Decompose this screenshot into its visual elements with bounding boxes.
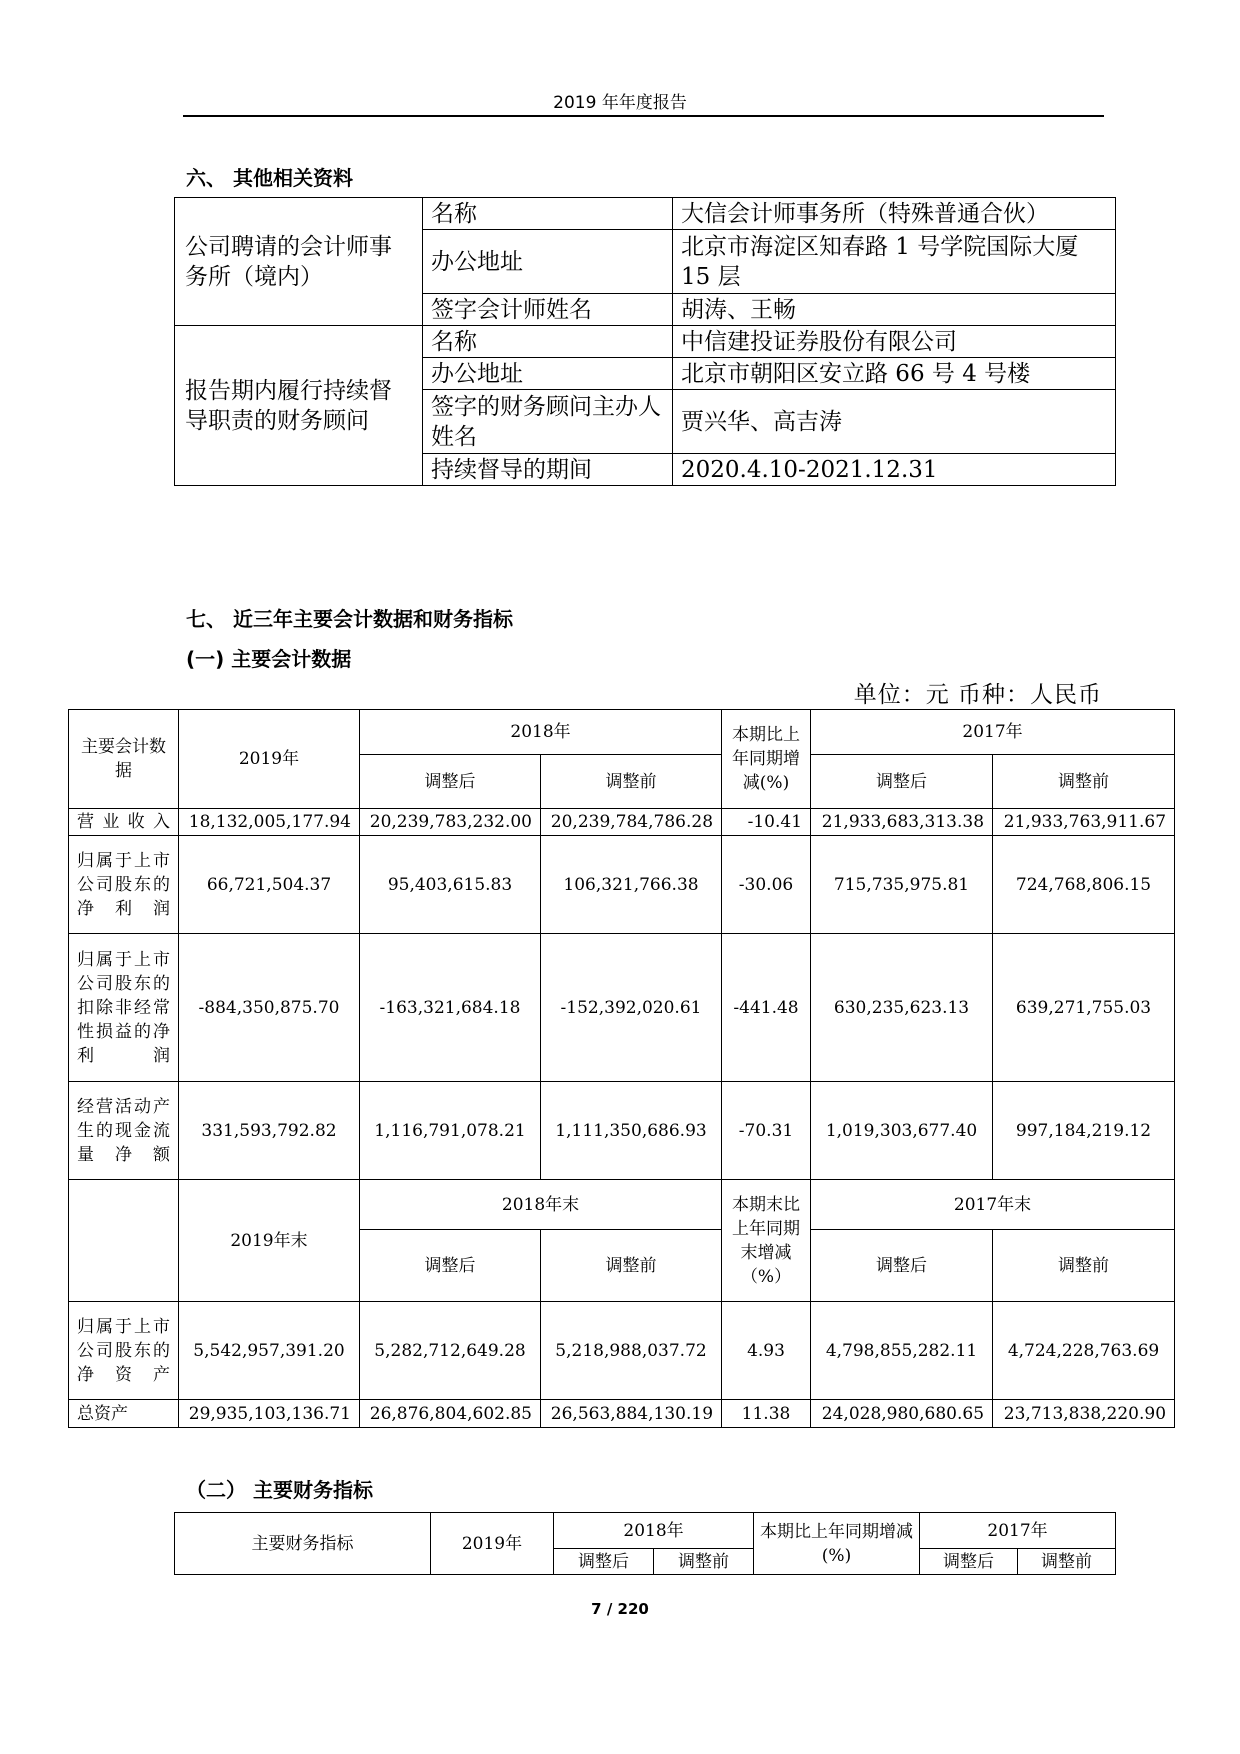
cell-value: 23,713,838,220.90 (993, 1400, 1175, 1428)
header-cell: 调整后 (360, 1230, 541, 1302)
section-7-title: 七、 近三年主要会计数据和财务指标 (186, 607, 513, 631)
header-cell: 2019年 (431, 1513, 554, 1575)
header-cell: 调整后 (554, 1549, 654, 1575)
table-row (69, 1400, 1175, 1428)
row-label: 归属于上市公司股东的扣除非经常性损益的净利润 (69, 934, 179, 1082)
cell-value: -70.31 (722, 1082, 811, 1180)
header-cell: 2019年 (179, 710, 360, 809)
cell-value: 4,724,228,763.69 (993, 1302, 1175, 1400)
header-cell: 本期末比上年同期末增减（%） (722, 1180, 811, 1302)
header-cell: 调整后 (811, 1230, 993, 1302)
row-key: 签字会计师姓名 (423, 294, 673, 326)
cell-value: 4.93 (722, 1302, 811, 1400)
cell-value: 21,933,683,313.38 (811, 809, 993, 836)
header-cell: 调整前 (541, 755, 722, 809)
cell-value: 5,282,712,649.28 (360, 1302, 541, 1400)
cell-value: 331,593,792.82 (179, 1082, 360, 1180)
cell-value: 4,798,855,282.11 (811, 1302, 993, 1400)
header-cell: 2017年 (811, 710, 1175, 755)
header-cell: 2019年末 (179, 1180, 360, 1302)
header-cell: 本期比上年同期增减(%) (754, 1513, 920, 1575)
cell-value: 11.38 (722, 1400, 811, 1428)
table-row (175, 326, 1116, 358)
subsection-2-title: （二） 主要财务指标 (186, 1478, 373, 1502)
table-row (69, 1302, 1175, 1400)
section-6-title: 六、 其他相关资料 (186, 166, 353, 190)
cell-value: 20,239,783,232.00 (360, 809, 541, 836)
table-row (69, 809, 1175, 836)
other-info-table (174, 197, 1116, 486)
group-label: 公司聘请的会计师事务所（境内） (175, 198, 423, 326)
cell-value: 715,735,975.81 (811, 836, 993, 934)
cell-value: 29,935,103,136.71 (179, 1400, 360, 1428)
cell-value: 18,132,005,177.94 (179, 809, 360, 836)
header-cell: 本期比上年同期增减(%) (722, 710, 811, 809)
unit-line: 单位：元 币种：人民币 (853, 682, 1102, 708)
cell-value: 20,239,784,786.28 (541, 809, 722, 836)
row-value: 2020.4.10-2021.12.31 (673, 454, 1116, 486)
row-value: 北京市海淀区知春路 1 号学院国际大厦 15 层 (673, 230, 1116, 294)
header-cell: 2018年 (360, 710, 722, 755)
cell-value: 26,563,884,130.19 (541, 1400, 722, 1428)
row-label: 营业收入 (69, 809, 179, 836)
page-number: 7 / 220 (591, 1600, 649, 1618)
row-value: 贾兴华、高吉涛 (673, 390, 1116, 454)
header-cell: 调整前 (541, 1230, 722, 1302)
header-cell: 调整前 (993, 755, 1175, 809)
row-key: 办公地址 (423, 230, 673, 294)
row-label: 总资产 (69, 1400, 179, 1428)
cell-value: 1,116,791,078.21 (360, 1082, 541, 1180)
cell-value: 66,721,504.37 (179, 836, 360, 934)
cell-value: 1,019,303,677.40 (811, 1082, 993, 1180)
header-cell: 2018年 (554, 1513, 754, 1549)
subsection-1-title: (一) 主要会计数据 (186, 647, 352, 671)
header-cell: 2018年末 (360, 1180, 722, 1230)
cell-value: 24,028,980,680.65 (811, 1400, 993, 1428)
row-value: 北京市朝阳区安立路 66 号 4 号楼 (673, 358, 1116, 390)
cell-value: -884,350,875.70 (179, 934, 360, 1082)
header-cell (69, 1180, 179, 1302)
table-header-row (69, 710, 1175, 755)
cell-value: 1,111,350,686.93 (541, 1082, 722, 1180)
header-rule (183, 115, 1104, 117)
cell-value: -30.06 (722, 836, 811, 934)
row-value: 中信建投证券股份有限公司 (673, 326, 1116, 358)
header-cell: 主要会计数据 (69, 710, 179, 809)
row-key: 名称 (423, 198, 673, 230)
row-key: 办公地址 (423, 358, 673, 390)
table-row (69, 1082, 1175, 1180)
cell-value: 639,271,755.03 (993, 934, 1175, 1082)
cell-value: -163,321,684.18 (360, 934, 541, 1082)
table-row (69, 836, 1175, 934)
table-row (175, 198, 1116, 230)
row-key: 名称 (423, 326, 673, 358)
financial-indicators-table (174, 1512, 1116, 1575)
cell-value: -441.48 (722, 934, 811, 1082)
cell-value: 630,235,623.13 (811, 934, 993, 1082)
header-cell: 调整前 (654, 1549, 754, 1575)
cell-value: 95,403,615.83 (360, 836, 541, 934)
row-key: 签字的财务顾问主办人姓名 (423, 390, 673, 454)
header-cell: 调整后 (811, 755, 993, 809)
group-label: 报告期内履行持续督导职责的财务顾问 (175, 326, 423, 486)
header-cell: 调整前 (1018, 1549, 1116, 1575)
header-cell: 2017年 (920, 1513, 1116, 1549)
page-header: 2019 年年度报告 (553, 93, 687, 113)
cell-value: 26,876,804,602.85 (360, 1400, 541, 1428)
header-cell: 调整前 (993, 1230, 1175, 1302)
cell-value: -152,392,020.61 (541, 934, 722, 1082)
header-cell: 调整后 (920, 1549, 1018, 1575)
row-label: 归属于上市公司股东的净资产 (69, 1302, 179, 1400)
cell-value: 106,321,766.38 (541, 836, 722, 934)
header-cell: 调整后 (360, 755, 541, 809)
row-value: 大信会计师事务所（特殊普通合伙） (673, 198, 1116, 230)
cell-value: 997,184,219.12 (993, 1082, 1175, 1180)
accounting-data-table (68, 709, 1175, 1428)
cell-value: 21,933,763,911.67 (993, 809, 1175, 836)
cell-value: 5,218,988,037.72 (541, 1302, 722, 1400)
row-label: 经营活动产生的现金流量净额 (69, 1082, 179, 1180)
row-key: 持续督导的期间 (423, 454, 673, 486)
table-header-row (175, 1513, 1116, 1549)
row-label: 归属于上市公司股东的净利润 (69, 836, 179, 934)
header-cell: 2017年末 (811, 1180, 1175, 1230)
cell-value: 724,768,806.15 (993, 836, 1175, 934)
row-value: 胡涛、王畅 (673, 294, 1116, 326)
cell-value: -10.41 (722, 809, 811, 836)
table-header-row (69, 1180, 1175, 1230)
header-cell: 主要财务指标 (175, 1513, 431, 1575)
table-row (69, 934, 1175, 1082)
cell-value: 5,542,957,391.20 (179, 1302, 360, 1400)
